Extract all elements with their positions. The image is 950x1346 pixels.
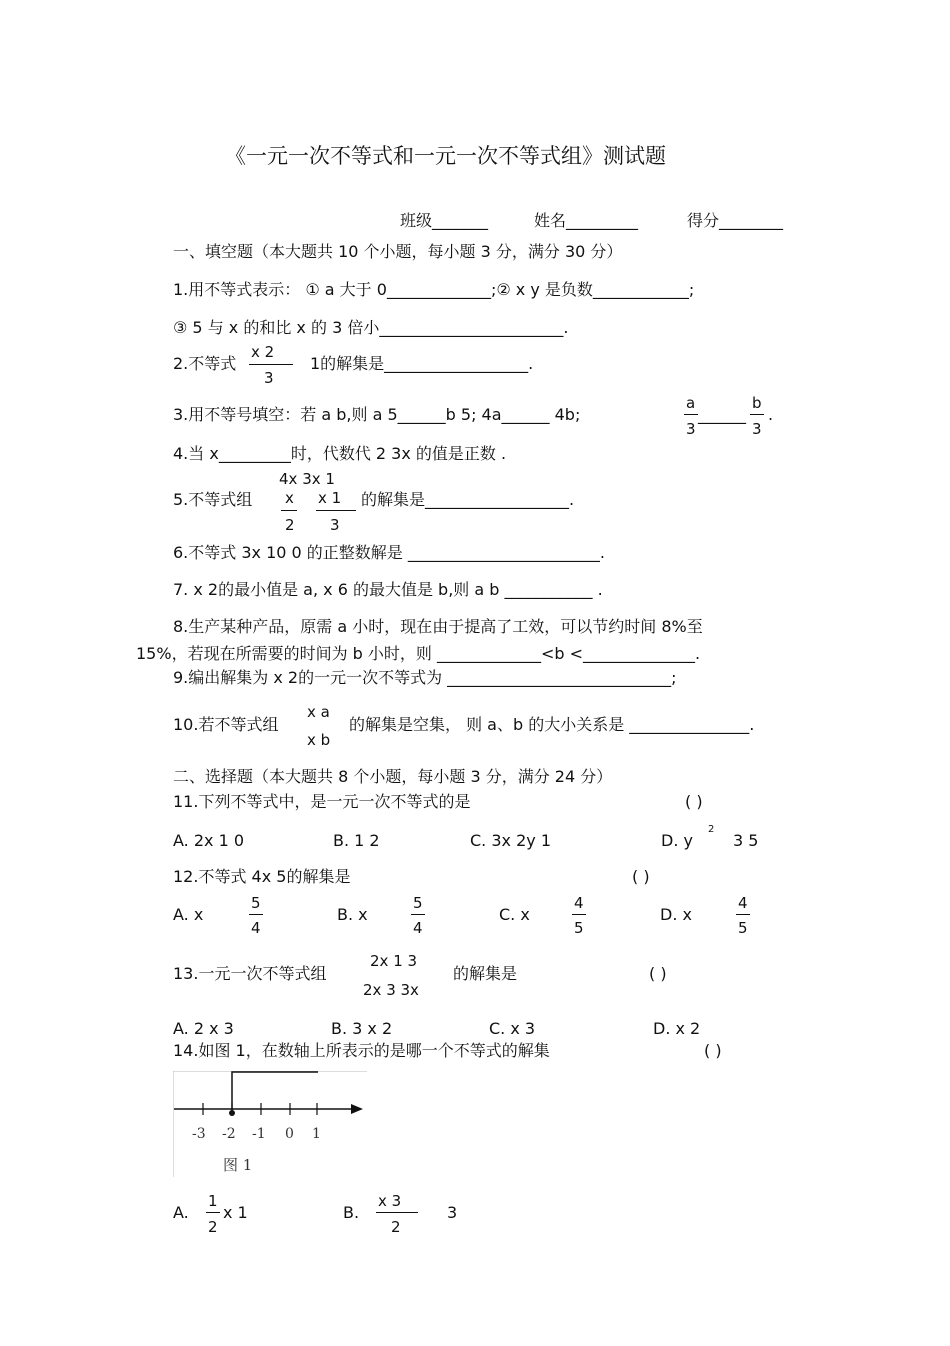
solid-endpoint — [229, 1110, 235, 1116]
q5-f2-bar — [316, 510, 356, 511]
tick-label-1: 1 — [312, 1126, 321, 1142]
q14-b-numerator: x 3 — [378, 1192, 402, 1210]
q5-top-row: 4x 3x 1 — [279, 470, 335, 488]
q12-option-c: C. x — [499, 905, 530, 924]
question-11: 11.下列不等式中，是一元一次不等式的是 — [173, 792, 471, 811]
q5-f2-denominator: 3 — [330, 516, 340, 534]
q14-a-numerator: 1 — [208, 1192, 218, 1210]
tick-label-minus2: -2 — [222, 1126, 236, 1142]
solution-ray — [232, 1072, 318, 1112]
q5-f1-bar — [281, 510, 297, 511]
q12-option-d: D. x — [660, 905, 692, 924]
question-10-suffix: 的解集是空集， 则 a、b 的大小关系是 _______________. — [349, 715, 755, 734]
question-13-prefix: 13.一元一次不等式组 — [173, 964, 327, 983]
q13-bottom-row: 2x 3 3x — [363, 981, 419, 999]
name-field: 姓名_________ — [534, 211, 639, 230]
section1-heading: 一、填空题（本大题共 10 个小题，每小题 3 分，满分 30 分） — [173, 242, 623, 261]
q3-b-numerator: b — [752, 394, 762, 412]
q14-b-bar — [376, 1212, 418, 1213]
figure-caption: 图 1 — [223, 1156, 253, 1174]
q14-a-bar — [206, 1212, 220, 1213]
q14-b-denominator: 2 — [391, 1218, 401, 1236]
q14-option-b-rest: 3 — [447, 1203, 458, 1222]
q13-option-c: C. x 3 — [489, 1019, 536, 1038]
q5-f1-numerator: x — [285, 489, 294, 507]
q11-option-d-exponent: 2 — [708, 824, 715, 835]
q5-f1-denominator: 2 — [285, 516, 295, 534]
q3-end: . — [768, 405, 774, 424]
tick-label-minus3: -3 — [192, 1126, 206, 1142]
q12-c-bar — [572, 914, 586, 915]
q13-option-a: A. 2 x 3 — [173, 1019, 234, 1038]
question-14: 14.如图 1，在数轴上所表示的是哪一个不等式的解集 — [173, 1041, 550, 1060]
question-9: 9.编出解集为 x 2的一元一次不等式为 ____________________________; — [173, 668, 677, 687]
q12-a-bar — [249, 914, 263, 915]
q2-numerator: x 2 — [251, 343, 275, 361]
q10-top-row: x a — [307, 703, 330, 721]
q12-d-bar — [736, 914, 750, 915]
question-7: 7. x 2的最小值是 a, x 6 的最大值是 b,则 a b ___________ . — [173, 580, 603, 599]
q13-option-d: D. x 2 — [653, 1019, 701, 1038]
q11-option-d-rest: 3 5 — [733, 831, 759, 850]
q14-option-a-rest: x 1 — [223, 1203, 248, 1222]
question-4: 4.当 x_________时，代数代 2 3x 的值是正数 . — [173, 444, 507, 463]
tick-label-minus1: -1 — [252, 1126, 266, 1142]
q14-answer-paren: ( ) — [704, 1041, 722, 1060]
class-field: 班级_______ — [400, 211, 489, 230]
q14-a-denominator: 2 — [208, 1218, 218, 1236]
question-2-prefix: 2.不等式 — [173, 354, 237, 373]
q14-option-a: A. — [173, 1203, 189, 1222]
q12-a-numerator: 5 — [251, 894, 261, 912]
number-line-svg — [173, 1071, 367, 1177]
q3-b-bar — [750, 414, 764, 415]
section2-heading: 二、选择题（本大题共 8 个小题，每小题 3 分，满分 24 分） — [173, 767, 613, 786]
q12-b-numerator: 5 — [413, 894, 423, 912]
question-10-prefix: 10.若不等式组 — [173, 715, 279, 734]
q11-option-b: B. 1 2 — [333, 831, 380, 850]
q12-d-numerator: 4 — [738, 894, 748, 912]
q12-b-bar — [411, 914, 425, 915]
q5-f2-numerator: x 1 — [318, 489, 342, 507]
page-title: 《一元一次不等式和一元一次不等式组》测试题 — [225, 144, 666, 168]
q12-d-denominator: 5 — [738, 919, 748, 937]
q3-a-numerator: a — [686, 394, 696, 412]
q12-answer-paren: ( ) — [632, 867, 650, 886]
number-line-arrow — [351, 1104, 363, 1114]
question-8b: 15%，若现在所需要的时间为 b 小时，则 _____________<b <______________. — [136, 644, 701, 663]
q12-c-denominator: 5 — [574, 919, 584, 937]
question-8a: 8.生产某种产品，原需 a 小时，现在由于提高了工效，可以节约时间 8%至 — [173, 617, 703, 636]
q11-option-c: C. 3x 2y 1 — [470, 831, 551, 850]
question-1a: 1.用不等式表示： ① a 大于 0_____________;② x y 是负数____________; — [173, 280, 695, 299]
question-12: 12.不等式 4x 5的解集是 — [173, 867, 351, 886]
q2-denominator: 3 — [264, 369, 274, 387]
q3-b-denominator: 3 — [752, 420, 762, 438]
q13-top-row: 2x 1 3 — [370, 952, 418, 970]
q13-option-b: B. 3 x 2 — [331, 1019, 393, 1038]
q12-option-b: B. x — [337, 905, 368, 924]
q10-bottom-row: x b — [307, 731, 331, 749]
question-6: 6.不等式 3x 10 0 的正整数解是 ________________________. — [173, 543, 605, 562]
q11-answer-paren: ( ) — [685, 792, 703, 811]
q12-option-a: A. x — [173, 905, 204, 924]
q3-a-bar — [684, 414, 698, 415]
q12-c-numerator: 4 — [574, 894, 584, 912]
score-field: 得分________ — [687, 211, 784, 230]
q11-option-d: D. y — [661, 831, 693, 850]
q3-a-denominator: 3 — [686, 420, 696, 438]
q12-b-denominator: 4 — [413, 919, 423, 937]
question-2-suffix: 1的解集是__________________. — [310, 354, 534, 373]
number-line-figure — [173, 1071, 367, 1177]
question-1b: ③ 5 与 x 的和比 x 的 3 倍小_______________________. — [173, 318, 569, 337]
q3-blank: ______ — [698, 405, 746, 424]
tick-label-0: 0 — [285, 1126, 294, 1142]
q2-fraction-bar — [249, 364, 293, 365]
q11-option-a: A. 2x 1 0 — [173, 831, 245, 850]
question-13-suffix: 的解集是 — [453, 964, 518, 983]
q12-a-denominator: 4 — [251, 919, 261, 937]
question-5-suffix: 的解集是__________________. — [361, 490, 575, 509]
question-5-prefix: 5.不等式组 — [173, 490, 253, 509]
q14-option-b: B. — [343, 1203, 360, 1222]
q13-answer-paren: ( ) — [649, 964, 667, 983]
question-3-prefix: 3.用不等号填空：若 a b,则 a 5______b 5; 4a______ 4b; — [173, 405, 581, 424]
